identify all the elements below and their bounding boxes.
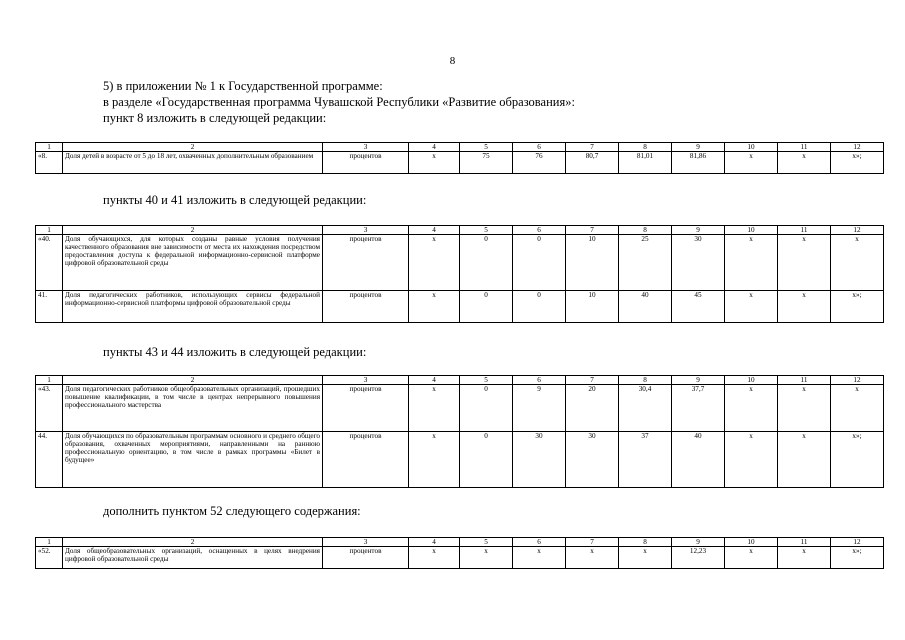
value-cell: 81,01 [619,152,672,174]
value-cell: х [725,385,778,432]
indicator-table-items-40-41 [35,225,884,323]
value-cell: х [778,235,831,291]
header-cell: 5 [460,376,513,385]
table-header-row [36,226,884,235]
value-cell: 45 [672,291,725,323]
value-cell: х [409,235,460,291]
header-cell: 6 [513,538,566,547]
unit-cell: процентов [323,385,409,432]
unit-cell: процентов [323,235,409,291]
indicator-name: Доля обучающихся по образовательным программам основного и среднего общего образования, охваченных мероприятиями, направленными на раннюю профессиональную ориентацию, в том числе в рамках программы «Билет в будущее» [63,432,323,488]
value-cell: х [619,547,672,569]
value-cell: х [409,547,460,569]
header-cell: 1 [36,538,63,547]
value-cell: 30 [672,235,725,291]
header-cell: 12 [831,538,884,547]
header-cell: 3 [323,376,409,385]
value-cell: х»; [831,291,884,323]
value-cell: 75 [460,152,513,174]
header-cell: 9 [672,226,725,235]
header-cell: 2 [63,143,323,152]
value-cell: х [409,432,460,488]
value-cell: 0 [460,385,513,432]
value-cell: 0 [460,235,513,291]
indicator-name: Доля обучающихся, для которых созданы равные условия получения качественного образования вне зависимости от места их нахождения посредством предоставления доступа к федеральной информационно-сервисной платформе цифровой образовательной среды [63,235,323,291]
item-number: 41. [36,291,63,323]
indicator-name: Доля педагогических работников общеобразовательных организаций, прошедших повышение квалификации, в том числе в центрах непрерывного повышения профессионального мастерства [63,385,323,432]
value-cell: х [409,385,460,432]
header-cell: 4 [409,143,460,152]
page-number: 8 [449,55,456,67]
header-cell: 6 [513,143,566,152]
intro-block [103,78,575,126]
table-header-row [36,143,884,152]
header-cell: 3 [323,538,409,547]
value-cell: 37,7 [672,385,725,432]
value-cell: 40 [619,291,672,323]
header-cell: 9 [672,376,725,385]
header-cell: 11 [778,143,831,152]
header-cell: 4 [409,538,460,547]
value-cell: 76 [513,152,566,174]
value-cell: х [778,547,831,569]
table-row [36,291,884,323]
header-cell: 12 [831,143,884,152]
value-cell: х [831,385,884,432]
item-number: 44. [36,432,63,488]
header-cell: 7 [566,226,619,235]
value-cell: х [409,291,460,323]
intro-line: пункт 8 изложить в следующей редакции: [103,111,327,125]
header-cell: 2 [63,538,323,547]
header-cell: 2 [63,226,323,235]
value-cell: 10 [566,235,619,291]
header-cell: 8 [619,538,672,547]
item-number: «8. [36,152,63,174]
item-number: «52. [36,547,63,569]
header-cell: 11 [778,226,831,235]
value-cell: 80,7 [566,152,619,174]
header-cell: 5 [460,143,513,152]
header-cell: 11 [778,538,831,547]
unit-cell: процентов [323,291,409,323]
value-cell: х [778,385,831,432]
indicator-name: Доля детей в возрасте от 5 до 18 лет, охваченных дополнительным образованием [63,152,323,174]
header-cell: 1 [36,376,63,385]
header-cell: 12 [831,226,884,235]
header-cell: 8 [619,143,672,152]
header-cell: 7 [566,538,619,547]
header-cell: 3 [323,143,409,152]
header-cell: 11 [778,376,831,385]
table-row [36,235,884,291]
table-row [36,385,884,432]
value-cell: 0 [513,235,566,291]
header-cell: 8 [619,226,672,235]
table-header-row [36,538,884,547]
section-heading: пункты 43 и 44 изложить в следующей редакции: [103,345,367,359]
value-cell: х [725,432,778,488]
value-cell: 12,23 [672,547,725,569]
value-cell: 81,86 [672,152,725,174]
header-cell: 10 [725,143,778,152]
indicator-table-items-43-44 [35,375,884,488]
value-cell: 20 [566,385,619,432]
header-cell: 6 [513,376,566,385]
value-cell: х [513,547,566,569]
item-number: «43. [36,385,63,432]
header-cell: 6 [513,226,566,235]
header-cell: 1 [36,143,63,152]
header-cell: 10 [725,538,778,547]
value-cell: х [725,291,778,323]
value-cell: х»; [831,432,884,488]
value-cell: х [831,235,884,291]
value-cell: х»; [831,152,884,174]
intro-line: в разделе «Государственная программа Чувашской Республики «Развитие образования»: [103,95,575,109]
value-cell: 9 [513,385,566,432]
unit-cell: процентов [323,432,409,488]
value-cell: 0 [460,291,513,323]
value-cell: 25 [619,235,672,291]
header-cell: 5 [460,538,513,547]
header-cell: 8 [619,376,672,385]
value-cell: х [778,291,831,323]
header-cell: 7 [566,376,619,385]
header-cell: 4 [409,226,460,235]
value-cell: 37 [619,432,672,488]
header-cell: 12 [831,376,884,385]
header-cell: 2 [63,376,323,385]
section-heading: пункты 40 и 41 изложить в следующей редакции: [103,193,367,207]
header-cell: 4 [409,376,460,385]
value-cell: 30 [513,432,566,488]
indicator-table-item-52 [35,537,884,569]
header-cell: 9 [672,143,725,152]
header-cell: 1 [36,226,63,235]
table-row [36,547,884,569]
header-cell: 3 [323,226,409,235]
header-cell: 10 [725,376,778,385]
header-cell: 7 [566,143,619,152]
value-cell: х [725,235,778,291]
value-cell: х [725,547,778,569]
table-row [36,432,884,488]
unit-cell: процентов [323,152,409,174]
value-cell: х [409,152,460,174]
value-cell: 30 [566,432,619,488]
value-cell: х [725,152,778,174]
value-cell: 40 [672,432,725,488]
value-cell: х [460,547,513,569]
header-cell: 10 [725,226,778,235]
value-cell: х»; [831,547,884,569]
intro-line: 5) в приложении № 1 к Государственной программе: [103,79,383,93]
indicator-name: Доля общеобразовательных организаций, оснащенных в целях внедрения цифровой образовательной среды [63,547,323,569]
value-cell: х [778,152,831,174]
indicator-name: Доля педагогических работников, использующих сервисы федеральной информационно-сервисной платформы цифровой образовательной среды [63,291,323,323]
table-row [36,152,884,174]
table-header-row [36,376,884,385]
indicator-table-item-8 [35,142,884,174]
value-cell: х [566,547,619,569]
value-cell: 0 [460,432,513,488]
value-cell: 30,4 [619,385,672,432]
item-number: «40. [36,235,63,291]
header-cell: 9 [672,538,725,547]
value-cell: 10 [566,291,619,323]
value-cell: 0 [513,291,566,323]
section-heading: дополнить пунктом 52 следующего содержания: [103,504,361,518]
unit-cell: процентов [323,547,409,569]
value-cell: х [778,432,831,488]
header-cell: 5 [460,226,513,235]
